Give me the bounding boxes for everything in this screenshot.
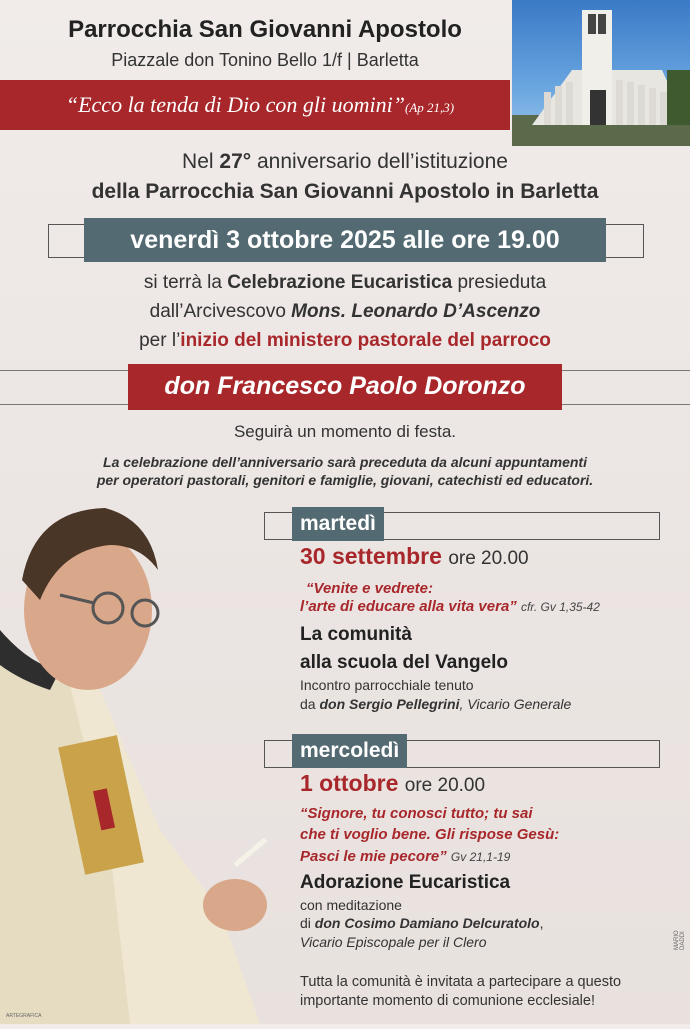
quote-text: l’arte di educare alla vita vera” <box>300 598 517 615</box>
anniversary-number: 27° <box>219 150 252 173</box>
event-time: ore 20.00 <box>448 548 529 569</box>
event-speaker <box>300 696 571 712</box>
celebration-name: Celebrazione Eucaristica <box>227 272 453 293</box>
prelude-text: La celebrazione dell’anniversario sarà preceduta da alcuni appuntamenti <box>103 454 587 470</box>
intro-text: anniversario dell’istituzione <box>251 150 508 173</box>
event-quote: “Venite e vedrete: <box>306 580 433 597</box>
speaker-name: don Sergio Pellegrini <box>319 696 460 712</box>
church-illustration <box>512 0 690 146</box>
celebration-line <box>0 272 690 294</box>
speaker-role: Vicario Episcopale per il Clero <box>300 934 487 950</box>
text: di <box>300 915 315 931</box>
archbishop-name: Mons. Leonardo D’Ascenzo <box>291 301 541 322</box>
event-quote: “Signore, tu conosci tutto; tu sai <box>300 805 533 822</box>
bottom-credit: ARTEGRAFICA <box>6 1013 42 1019</box>
church-photo <box>512 0 690 146</box>
ministry-text: inizio del ministero pastorale del parroco <box>180 330 551 351</box>
event-quote: che ti voglio bene. Gli rispose Gesù: <box>300 826 560 843</box>
ministry-line <box>0 330 690 352</box>
quote-text: Pasci le mie pecore” <box>300 848 447 865</box>
closing-text: Tutta la comunità è invitata a partecipare a questo <box>300 974 622 990</box>
event-title: La comunità <box>300 624 412 645</box>
event-day-label: martedì <box>292 507 384 541</box>
speaker-role: , Vicario Generale <box>459 696 572 712</box>
festa-note: Seguirà un momento di festa. <box>233 422 457 441</box>
event-quote <box>300 598 600 615</box>
speaker-name: don Cosimo Damiano Delcuratolo <box>314 915 540 931</box>
event-date-value: 30 settembre <box>300 543 442 569</box>
text: , <box>539 915 544 931</box>
event-date-value: 1 ottobre <box>300 770 399 796</box>
text: presieduta <box>452 272 547 293</box>
priest-name: don Francesco Paolo Doronzo <box>164 372 526 400</box>
event-title: alla scuola del Vangelo <box>300 652 509 673</box>
event-date: venerdì 3 ottobre 2025 alle ore 19.00 <box>130 226 560 254</box>
closing-text: importante momento di comunione ecclesiale! <box>300 993 595 1009</box>
side-credit: MARIO DADDI <box>674 930 686 950</box>
priest-illustration <box>0 490 280 1024</box>
text: dall’Arcivescovo <box>149 301 292 322</box>
scripture-quote <box>10 92 510 118</box>
event-speaker <box>300 915 544 931</box>
quote-reference: (Ap 21,3) <box>405 100 455 115</box>
parish-line: della Parrocchia San Giovanni Apostolo in Barletta <box>91 180 599 203</box>
scripture-reference: cfr. Gv 1,35-42 <box>520 600 600 614</box>
text: si terrà la <box>143 272 228 293</box>
quote-text: “Ecco la tenda di Dio con gli uomini” <box>65 92 406 117</box>
anniversary-line <box>0 150 690 174</box>
event-time: ore 20.00 <box>404 775 486 796</box>
event-day-label: mercoledì <box>292 734 407 768</box>
priest-photo <box>0 490 280 1024</box>
parish-address: Piazzale don Tonino Bello 1/f | Barletta <box>111 50 419 70</box>
scripture-reference: Gv 21,1-19 <box>450 850 511 864</box>
parish-title: Parrocchia San Giovanni Apostolo <box>68 16 462 43</box>
intro-text: Nel <box>182 150 220 173</box>
event-quote <box>300 848 510 865</box>
text: per l’ <box>139 330 181 351</box>
event-title: Adorazione Eucaristica <box>300 872 511 893</box>
event-date <box>300 770 485 797</box>
event-date <box>300 543 529 570</box>
archbishop-line <box>0 301 690 323</box>
event-description: con meditazione <box>300 897 402 913</box>
event-description: Incontro parrocchiale tenuto <box>300 677 474 693</box>
text: da <box>300 696 320 712</box>
prelude-text: per operatori pastorali, genitori e famiglie, giovani, catechisti ed educatori. <box>96 472 594 488</box>
